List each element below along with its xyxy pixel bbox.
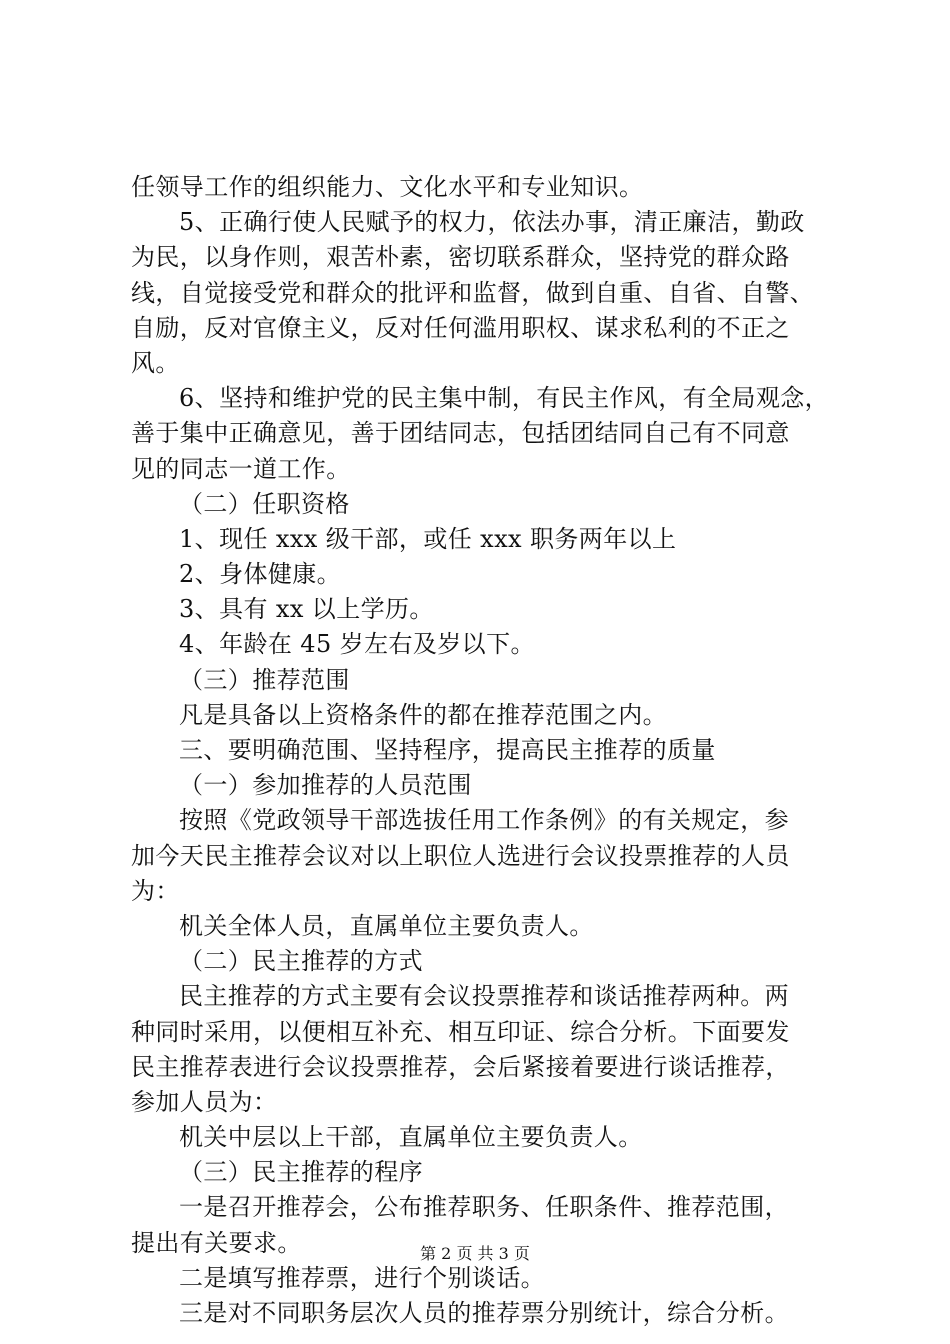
text-line: 一是召开推荐会，公布推荐职务、任职条件、推荐范围， xyxy=(179,1193,789,1222)
section-heading: （一）参加推荐的人员范围 xyxy=(179,771,472,800)
text-line: 1、现任 xxx 级干部，或任 xxx 职务两年以上 xyxy=(179,524,677,553)
text-line: 自励，反对官僚主义，反对任何滥用职权、谋求私利的不正之 xyxy=(131,313,790,342)
document-body xyxy=(131,170,851,1331)
text-line: 凡是具备以上资格条件的都在推荐范围之内。 xyxy=(179,700,667,729)
text-line: 参加人员为： xyxy=(131,1087,278,1116)
text-line: 为： xyxy=(131,876,180,905)
text-line: 提出有关要求。 xyxy=(131,1228,302,1257)
section-heading: （二）任职资格 xyxy=(179,489,350,518)
text-line: 机关全体人员，直属单位主要负责人。 xyxy=(179,911,594,940)
text-line: 民主推荐的方式主要有会议投票推荐和谈话推荐两种。两 xyxy=(179,982,789,1011)
text-line: 机关中层以上干部，直属单位主要负责人。 xyxy=(179,1123,643,1152)
text-line: 民主推荐表进行会议投票推荐，会后紧接着要进行谈话推荐， xyxy=(131,1052,790,1081)
text-line: 为民，以身作则，艰苦朴素，密切联系群众，坚持党的群众路 xyxy=(131,243,790,272)
text-line: 风。 xyxy=(131,348,180,377)
text-line: 6、坚持和维护党的民主集中制，有民主作风，有全局观念， xyxy=(179,384,830,413)
text-line: 2、身体健康。 xyxy=(179,560,342,589)
text-line: 5、正确行使人民赋予的权力，依法办事，清正廉洁，勤政 xyxy=(179,208,805,237)
page-footer xyxy=(0,1244,950,1264)
text-line: 任领导工作的组织能力、文化水平和专业知识。 xyxy=(131,173,644,201)
text-line: 4、年龄在 45 岁左右及岁以下。 xyxy=(179,630,535,659)
section-heading: （二）民主推荐的方式 xyxy=(179,947,423,976)
text-line: 加今天民主推荐会议对以上职位人选进行会议投票推荐的人员 xyxy=(131,841,790,870)
section-heading: （三）推荐范围 xyxy=(179,665,350,694)
text-line: 种同时采用，以便相互补充、相互印证、综合分析。下面要发 xyxy=(131,1017,790,1046)
section-heading: （三）民主推荐的程序 xyxy=(179,1158,423,1187)
text-line: 见的同志一道工作。 xyxy=(131,454,351,483)
text-line: 二是填写推荐票，进行个别谈话。 xyxy=(179,1263,545,1292)
text-line: 按照《党政领导干部选拔任用工作条例》的有关规定，参 xyxy=(179,806,789,835)
text-line: 3、具有 xx 以上学历。 xyxy=(179,595,434,624)
text-line: 三是对不同职务层次人员的推荐票分别统计，综合分析。 xyxy=(179,1299,789,1327)
page-number-label: 第 2 页 共 3 页 xyxy=(420,1244,530,1263)
text-line: 善于集中正确意见，善于团结同志，包括团结同自己有不同意 xyxy=(131,419,790,448)
text-line: 线，自觉接受党和群众的批评和监督，做到自重、自省、自警、 xyxy=(131,278,815,307)
section-heading: 三、要明确范围、坚持程序，提高民主推荐的质量 xyxy=(179,736,716,764)
